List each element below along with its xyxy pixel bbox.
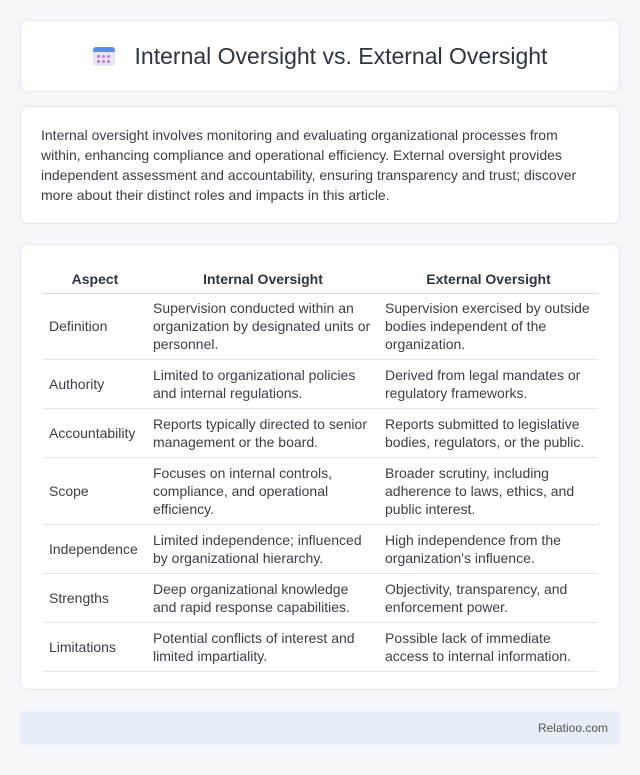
row-aspect: Independence <box>43 524 147 573</box>
comparison-table <box>43 265 598 672</box>
row-external: Broader scrutiny, including adherence to laws, ethics, and public interest. <box>379 457 598 524</box>
table-row <box>43 293 598 359</box>
page-title: Internal Oversight vs. External Oversight <box>134 42 548 69</box>
row-internal: Limited to organizational policies and internal regulations. <box>147 359 379 408</box>
row-external: Possible lack of immediate access to internal information. <box>379 622 598 671</box>
row-aspect: Scope <box>43 457 147 524</box>
footer <box>20 711 620 745</box>
intro-text: Internal oversight involves monitoring and evaluating organizational processes from within, enhancing compliance and operational efficiency. External oversight provides independent assessment and accountability, ensuring transparency and trust; discover more about their distinct roles and impacts in this article. <box>41 127 577 203</box>
row-internal: Potential conflicts of interest and limited impartiality. <box>147 622 379 671</box>
row-aspect: Authority <box>43 359 147 408</box>
table-row <box>43 573 598 622</box>
footer-brand[interactable]: Relatioo.com <box>537 721 608 735</box>
table-row <box>43 524 598 573</box>
row-aspect: Strengths <box>43 573 147 622</box>
row-internal: Reports typically directed to senior management or the board. <box>147 408 379 457</box>
row-internal: Limited independence; influenced by organizational hierarchy. <box>147 524 379 573</box>
row-aspect: Limitations <box>43 622 147 671</box>
row-aspect: Definition <box>43 293 147 359</box>
row-external: Supervision exercised by outside bodies independent of the organization. <box>379 293 598 359</box>
row-external: High independence from the organization's influence. <box>379 524 598 573</box>
table-row <box>43 622 598 671</box>
table-row <box>43 408 598 457</box>
table-row <box>43 457 598 524</box>
header-aspect: Aspect <box>43 265 147 293</box>
table-row <box>43 359 598 408</box>
row-internal: Supervision conducted within an organization by designated units or personnel. <box>147 293 379 359</box>
header-external: External Oversight <box>379 265 598 293</box>
intro-card <box>20 106 620 224</box>
row-internal: Deep organizational knowledge and rapid response capabilities. <box>147 573 379 622</box>
row-external: Derived from legal mandates or regulatory frameworks. <box>379 359 598 408</box>
row-internal: Focuses on internal controls, compliance, and operational efficiency. <box>147 457 379 524</box>
title-card <box>20 20 620 92</box>
comparison-card <box>20 244 620 690</box>
table-header-row <box>43 265 598 293</box>
row-external: Objectivity, transparency, and enforcement power. <box>379 573 598 622</box>
row-external: Reports submitted to legislative bodies, regulators, or the public. <box>379 408 598 457</box>
header-internal: Internal Oversight <box>147 265 379 293</box>
calendar-icon <box>93 45 115 67</box>
row-aspect: Accountability <box>43 408 147 457</box>
